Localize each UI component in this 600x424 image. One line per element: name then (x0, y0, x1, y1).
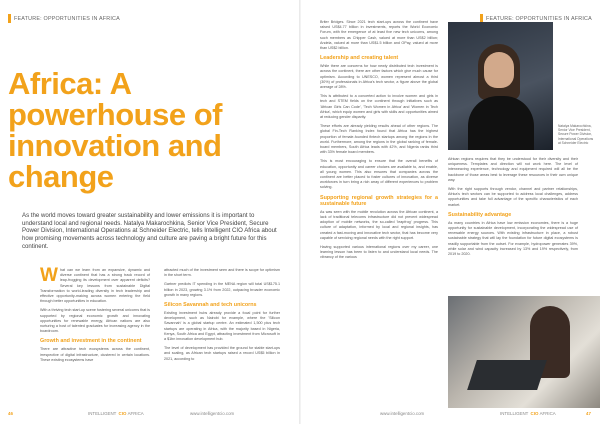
intro-text: hat can we learn from an expansive, dynamic and diverse continent that has a strong track record of leap-frogging its development over apparent deficits? Several key lessons from sustainable Digital Transformation to world-leading diversity in tech leadership and effective opportunity-making across women entering the field through better opportunities in education. (40, 268, 150, 304)
intro-paragraph (40, 265, 150, 304)
body-column-4 (448, 157, 578, 261)
body-column-1 (40, 265, 150, 367)
website-left[interactable]: www.intelligentcio.com (190, 411, 235, 416)
body-paragraph: Gartner predicts IT spending in the MENA region will total US$175.1 billion in 2023, growing 3.1% from 2022, outpacing broader economic growth in many regions. (164, 282, 280, 297)
subheading-regional-growth: Supporting regional growth strategies for a sustainable future (320, 194, 438, 207)
body-paragraph: attracted much of the investment seen and there is scope for optimism in the short term. (164, 268, 280, 278)
photo-laptop (467, 360, 547, 390)
body-paragraph: With a thriving tech start-up scene fostering several unicorns that is supported by regional economic growth and innovating opportunities for renewable energy, African nations are also nurturing a host of talented graduates for increasing agency in the boardroom. (40, 308, 150, 334)
section-tag-label: FEATURE: OPPORTUNITIES IN AFRICA (486, 15, 592, 22)
website-right[interactable]: www.intelligentcio.com (380, 411, 425, 416)
portrait-caption: Natalya Makarochkina, Senior Vice President, Secure Power Division, International Operations at Schneider Electric (558, 124, 594, 145)
body-paragraph: Existing investment hubs already provide a focal point for further development, such as Nairobi for example, where the 'Silicon Savannah' is a global startup centre. An estimated 1,500 plus tech startups are operating in Africa, with the majority based in Nigeria, Kenya, South Africa and Egypt, attracting investment from Microsoft in a $1bn innovation development hub. (164, 311, 280, 342)
subheading-growth: Growth and investment in the continent (40, 338, 142, 345)
body-paragraph: This is attributed to a concerted action to involve women and girls in tech and STEM fields on the continent through initiatives such as 'African Girls Can Code', 'Tech Women in Africa' and 'Women in Tech Africa', which equip women and girls with skills and opportunities aimed at reducing gender disparity. (320, 94, 438, 120)
magazine-name-right: INTELLIGENT CIO AFRICA (500, 411, 556, 416)
right-page (300, 0, 600, 424)
body-paragraph: African regions requires that they be understood for their diversity and their uniqueness. Templates and direction will not work here. The level of interweaving experience, technology and equipment required will all be the backbone of those areas best to leverage these resources in their own unique way. (448, 157, 578, 182)
body-paragraph: The level of development has provided the ground for stable start-ups and scaling, as African tech startups raised a record US$5 billion in 2021, according to (164, 346, 280, 361)
portrait-photo (448, 22, 553, 150)
portrait-face (484, 52, 514, 88)
page-number-right: 47 (586, 411, 591, 416)
body-paragraph: As was seen with the mobile revolution across the African continent, a lack of traditional telecoms infrastructure did not prevent widespread adoption of mobile networks, the so-called 'leapfrog' progress. This culture of adaptation, informed by local and regional insights, has created a fast-moving and innovative tech sector, that has become very capable of servicing regional needs with the right support. (320, 209, 438, 240)
body-paragraph: While there are concerns for how newly distributed tech investment is across the continent, there are other factors which give much cause for optimism. According to UNESCO, women represent almost a third (30%) of professionals in Africa's tech sector, a figure above the global average of 28%. (320, 64, 438, 90)
body-paragraph: These efforts are already yielding results ahead of other regions. The global Fin-Tech Ranking Index found that Africa has the highest proportion of female-founded fintech startups among the regions in the world. Furthermore, among the regions in the global ranking of female-board members, South Africa leads with 42%, and Nigeria ranks third with 33% female board members. (320, 124, 438, 155)
subheading-sustainability: Sustainability advantage (448, 211, 512, 218)
body-paragraph: There are attractive tech ecosystems across the continent, irrespective of digital infrastructure, clustered in certain locations. These existing ecosystems have (40, 347, 150, 362)
body-paragraph: Having supported various international regions over my career, one learning lesson has been to listen to and understand local needs. The vibrancy of the various (320, 244, 438, 260)
headline: Africa: A powerhouse of innovation and change (8, 66, 222, 194)
section-tag-left (8, 14, 120, 23)
body-column-3 (320, 20, 438, 265)
page-number-left: 46 (8, 411, 13, 416)
woman-working-on-laptop-photo (448, 296, 600, 408)
drop-cap: W (40, 265, 58, 286)
body-paragraph: With the right supports through vendor, channel and partner relationships, Africa's tech sectors can be supported to address local challenges, address opportunities and take full advantage of the specific characteristics of each market. (448, 187, 578, 207)
body-paragraph: This is most encouraging to ensure that the overall benefits of education, opportunity and career choices are available to, and enable, all young women. This also ensures that companies across the continent are better placed to foster cultures of innovation, as diverse workforces in turn bring a rich array of different experiences to problem solving. (320, 159, 438, 190)
standfirst: As the world moves toward greater sustainability and lower emissions it is important to understand local and regional needs. Natalya Makarochkina, Senior Vice President, Secure Power Division, International Operations at Schneider Electric, tells Intelligent CIO Africa about how promising movements across technology and culture are paving a bright future for this continent. (22, 212, 277, 250)
magazine-name-left: INTELLIGENT CIO AFRICA (88, 411, 144, 416)
section-tag-bar (8, 14, 11, 23)
portrait-body (468, 96, 534, 150)
subheading-leadership: Leadership and creating talent (320, 55, 399, 62)
body-paragraph: Briter Bridges. Since 2021 tech start-ups across the continent have raised US$4.77 billion in investments, reports the World Economic Forum, with the emergence of at least five new tech unicorns, among such members as Chipper Cash, valued at more than US$2 billion; Andela, valued at more than US$1.5 billion and OPay, valued at more than US$2 billion. (320, 20, 438, 51)
section-tag-label: FEATURE: OPPORTUNITIES IN AFRICA (14, 15, 120, 22)
body-paragraph: As many countries in Africa have low emission economies, there is a huge opportunity for sustainable development, incorporating the widespread use of renewable energy sources. With existing infrastructure in place, a robust sustainable strategy that will lay the foundation for future digital ecosystems is readily supportable from the outset. For example, hydropower generates 39%, while solar and wind capacity increased by 13% and 19% respectively, from 2019 to 2020. (448, 220, 578, 257)
body-column-2 (164, 268, 280, 366)
subheading-silicon-savannah: Silicon Savannah and tech unicorns (164, 302, 257, 309)
